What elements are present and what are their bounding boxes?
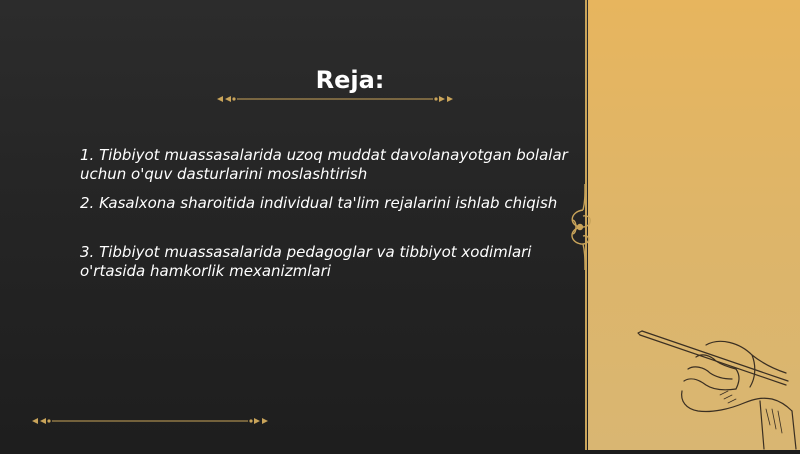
bottom-divider-icon [30, 414, 270, 428]
hand-with-pen-icon [636, 325, 800, 450]
agenda-item-1: 1. Tibbiyot muassasalarida uzoq muddat davolanayotgan bolalar uchun o'quv dasturlarini moslashtirish [80, 146, 568, 183]
scroll-flourish-icon [563, 182, 597, 272]
agenda-item-3: 3. Tibbiyot muassasalarida pedagoglar va tibbiyot xodimlari o'rtasida hamkorlik mexanizmlari [80, 243, 532, 280]
slide-title: Reja: [315, 66, 385, 94]
agenda-item-2: 2. Kasalxona sharoitida individual ta'lim rejalarini ishlab chiqish [80, 194, 558, 212]
title-divider-icon [215, 92, 455, 106]
